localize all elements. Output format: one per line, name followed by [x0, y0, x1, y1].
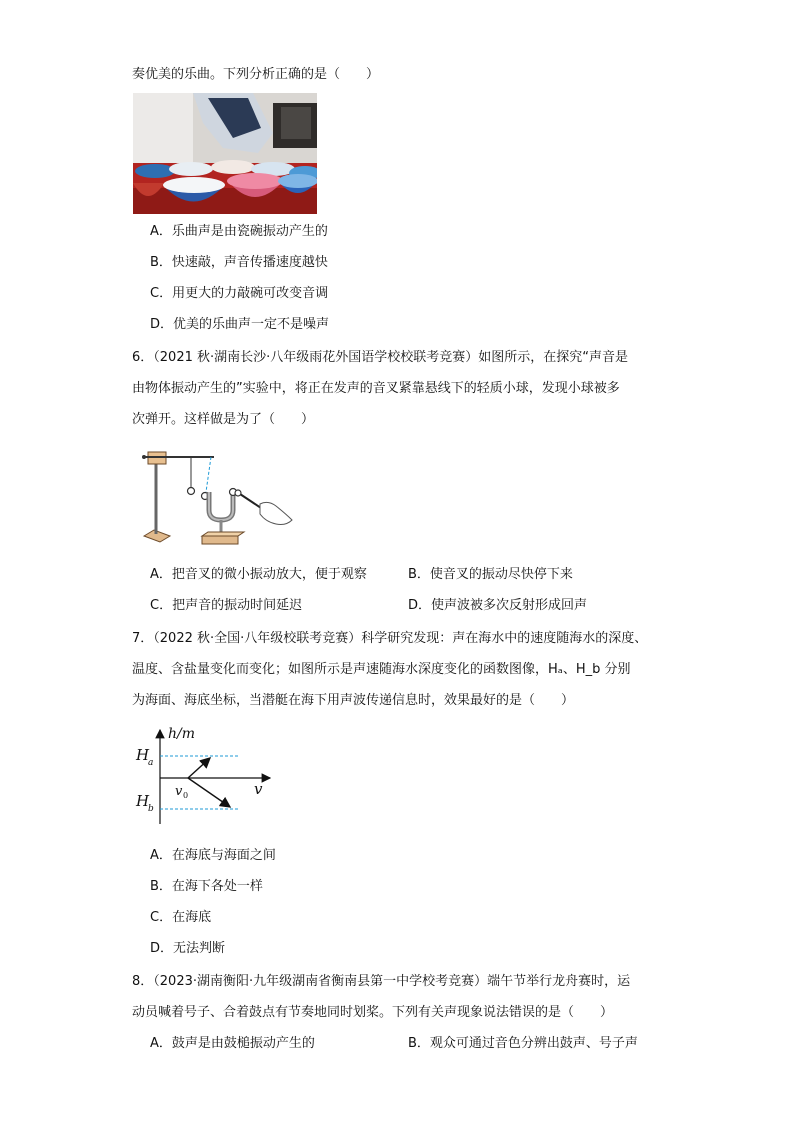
q6-stem-line-2: 由物体振动产生的”实验中，将正在发声的音叉紧靠悬线下的轻质小球，发现小球被多 — [132, 381, 620, 396]
q6-option-c: C．把声音的振动时间延迟 — [150, 598, 303, 613]
tuning-fork-figure — [136, 444, 296, 548]
origin-velocity-subscript: 0 — [183, 791, 189, 800]
q7-option-a: A．在海底与海面之间 — [150, 848, 276, 863]
q5-option-b: B．快速敲，声音传播速度越快 — [150, 255, 328, 270]
q7-option-b: B．在海下各处一样 — [150, 879, 263, 894]
origin-velocity-label: v — [175, 784, 183, 799]
q5-option-a: A．乐曲声是由瓷碗振动产生的 — [150, 224, 328, 239]
q7-stem-line-3: 为海面、海底坐标，当潜艇在海下用声波传递信息时，效果最好的是（ ） — [132, 693, 575, 708]
top-coordinate-subscript: a — [148, 758, 154, 768]
sound-speed-depth-graph — [134, 726, 284, 828]
q6-stem-line-3: 次弹开。这样做是为了（ ） — [132, 412, 315, 427]
bottom-coordinate-subscript: b — [148, 804, 154, 814]
bottom-coordinate-label: H — [136, 792, 150, 810]
question-5-stem-tail: 奏优美的乐曲。下列分析正确的是（ ） — [132, 67, 380, 82]
q5-option-d: D．优美的乐曲声一定不是噪声 — [150, 317, 330, 332]
y-axis-label: h/m — [168, 726, 196, 742]
q8-option-b: B．观众可通过音色分辨出鼓声、号子声 — [408, 1036, 638, 1051]
q7-stem-line-2: 温度、含盐量变化而变化；如图所示是声速随海水深度变化的函数图像，Hₐ、H_b 分别 — [132, 662, 631, 677]
q7-option-d: D．无法判断 — [150, 941, 226, 956]
q5-option-c: C．用更大的力敲碗可改变音调 — [150, 286, 329, 301]
top-coordinate-label: H — [136, 746, 150, 764]
q6-option-d: D．使声波被多次反射形成回声 — [408, 598, 588, 613]
q8-stem-line-2: 动员喊着号子、合着鼓点有节奏地同时划桨。下列有关声现象说法错误的是（ ） — [132, 1005, 614, 1020]
q7-stem-line-1: 7．（2022 秋·全国·八年级校联考竞赛）科学研究发现：声在海水中的速度随海水的深度、 — [132, 631, 648, 646]
x-axis-label: v — [254, 780, 263, 798]
q8-stem-line-1: 8．（2023·湖南衡阳·九年级湖南省衡南县第一中学校考竞赛）端午节举行龙舟赛时，运 — [132, 974, 631, 989]
q6-option-a: A．把音叉的微小振动放大，便于观察 — [150, 567, 367, 582]
q6-option-b: B．使音叉的振动尽快停下来 — [408, 567, 573, 582]
q7-option-c: C．在海底 — [150, 910, 212, 925]
q8-option-a: A．鼓声是由鼓槌振动产生的 — [150, 1036, 315, 1051]
bowls-photo — [133, 93, 317, 214]
q6-stem-line-1: 6．（2021 秋·湖南长沙·八年级雨花外国语学校校联考竞赛）如图所示，在探究“声音是 — [132, 350, 628, 365]
